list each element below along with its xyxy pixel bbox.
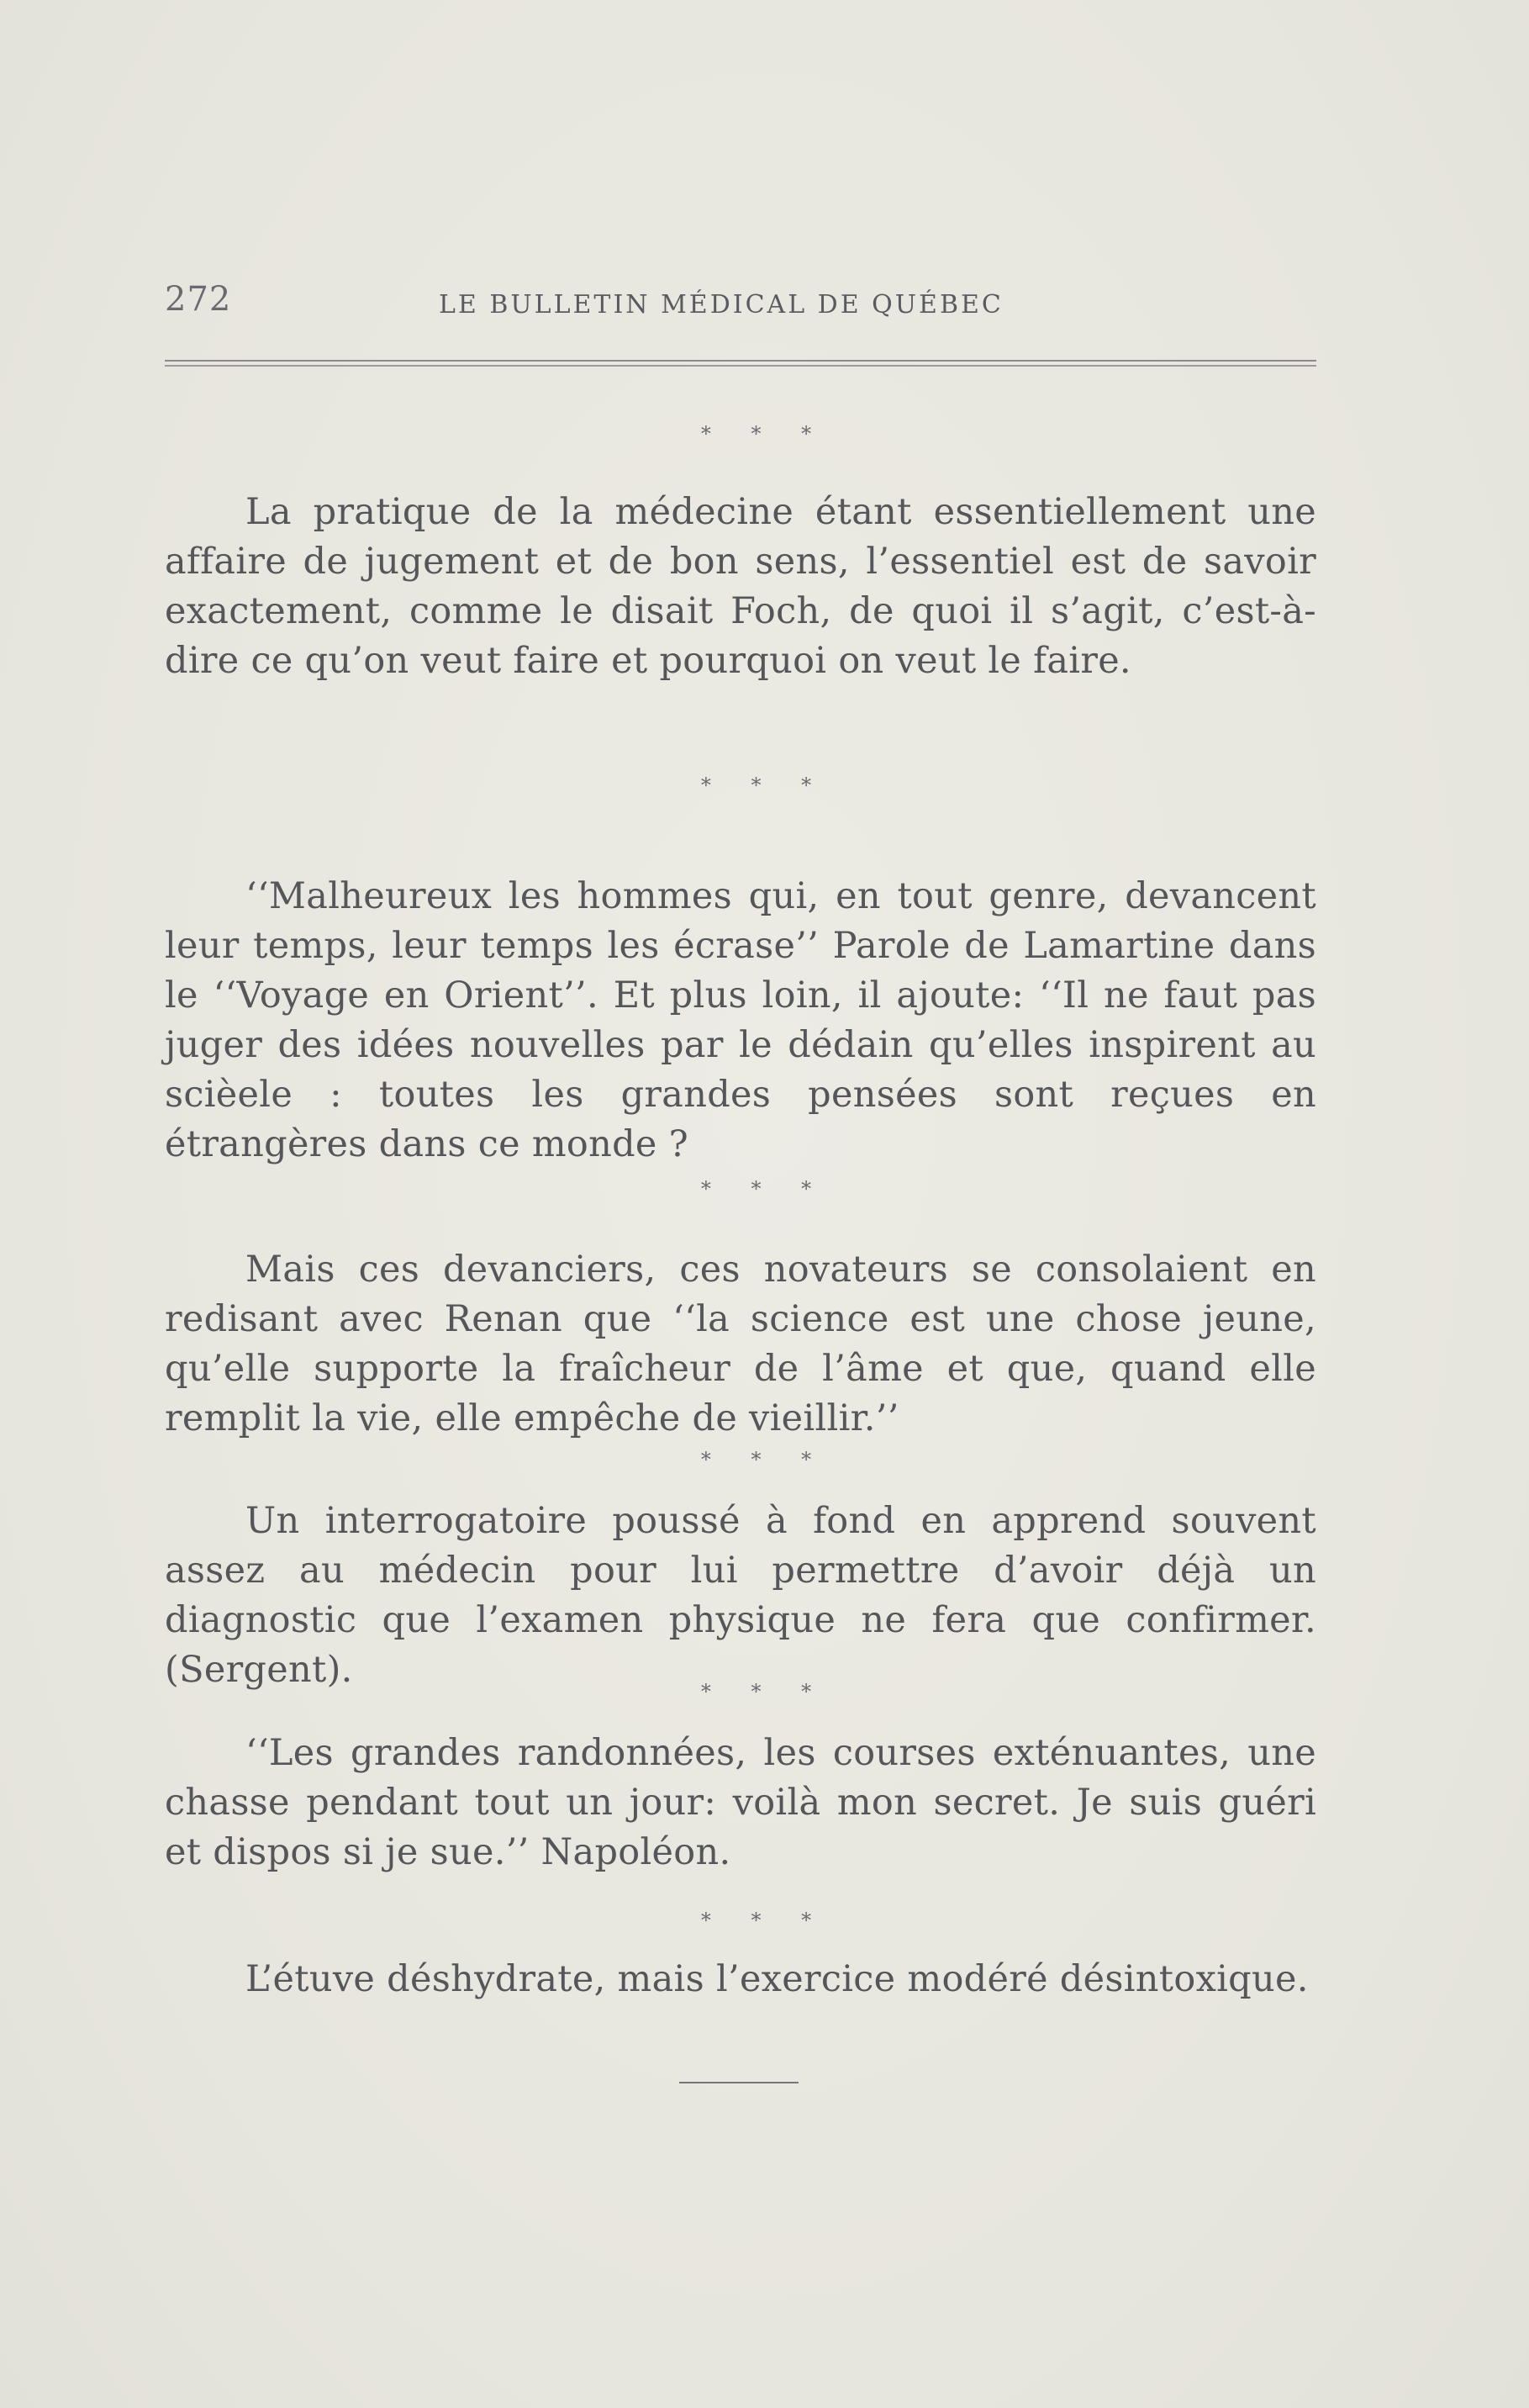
- section-separator: * * *: [700, 1909, 829, 1932]
- paragraph-napoleon: ‘‘Les grandes randonnées, les courses exténuantes, une chasse pendant tout un jour: voilà mon secret. Je suis guéri et dispos si je sue.’’ Napoléon.: [165, 1732, 1316, 1873]
- header-rule-line-top: [165, 360, 1316, 362]
- paragraph-sergent: Un interrogatoire poussé à fond en apprend souvent assez au médecin pour lui permettre d’avoir déjà un diagnostic que l’examen physique ne fera que confirmer. (Sergent).: [165, 1500, 1316, 1691]
- paragraph-renan: Mais ces devanciers, ces novateurs se consolaient en redisant avec Renan que ‘‘la science est une chose jeune, qu’elle supporte la fraîcheur de l’âme et que, quand elle remplit la vie, elle empêche de vieillir.’’: [165, 1249, 1316, 1439]
- paragraph-etuve: L’étuve déshydrate, mais l’exercice modéré désintoxique.: [245, 1958, 1309, 2000]
- section-separator: * * *: [700, 1177, 829, 1201]
- section-separator: * * *: [700, 1680, 829, 1703]
- header-rule-line-bottom: [165, 365, 1316, 367]
- section-separator: * * *: [700, 1448, 829, 1471]
- end-rule: [679, 2082, 799, 2083]
- page-number: 272: [165, 280, 232, 319]
- paragraph-foch: La pratique de la médecine étant essentiellement une affaire de jugement et de bon sens, l’essentiel est de savoir exactement, comme le disait Foch, de quoi il s’agit, c’est-à-dire ce qu’on veut faire et pourquoi on veut le faire.: [165, 491, 1316, 682]
- section-separator: * * *: [700, 774, 829, 797]
- page-header: [165, 280, 1316, 330]
- running-title: LE BULLETIN MÉDICAL DE QUÉBEC: [439, 290, 1004, 319]
- section-separator: * * *: [700, 422, 829, 446]
- paragraph-lamartine: ‘‘Malheureux les hommes qui, en tout genre, devancent leur temps, leur temps les écrase’’ Parole de Lamartine dans le ‘‘Voyage en Orient’’. Et plus loin, il ajoute: ‘‘Il ne faut pas juger des idées nouvelles par le dédain qu’elles inspirent au scièele : toutes les grandes pensées sont reçues en étrangères dans ce monde ?: [165, 875, 1316, 1165]
- header-rule: [165, 360, 1316, 367]
